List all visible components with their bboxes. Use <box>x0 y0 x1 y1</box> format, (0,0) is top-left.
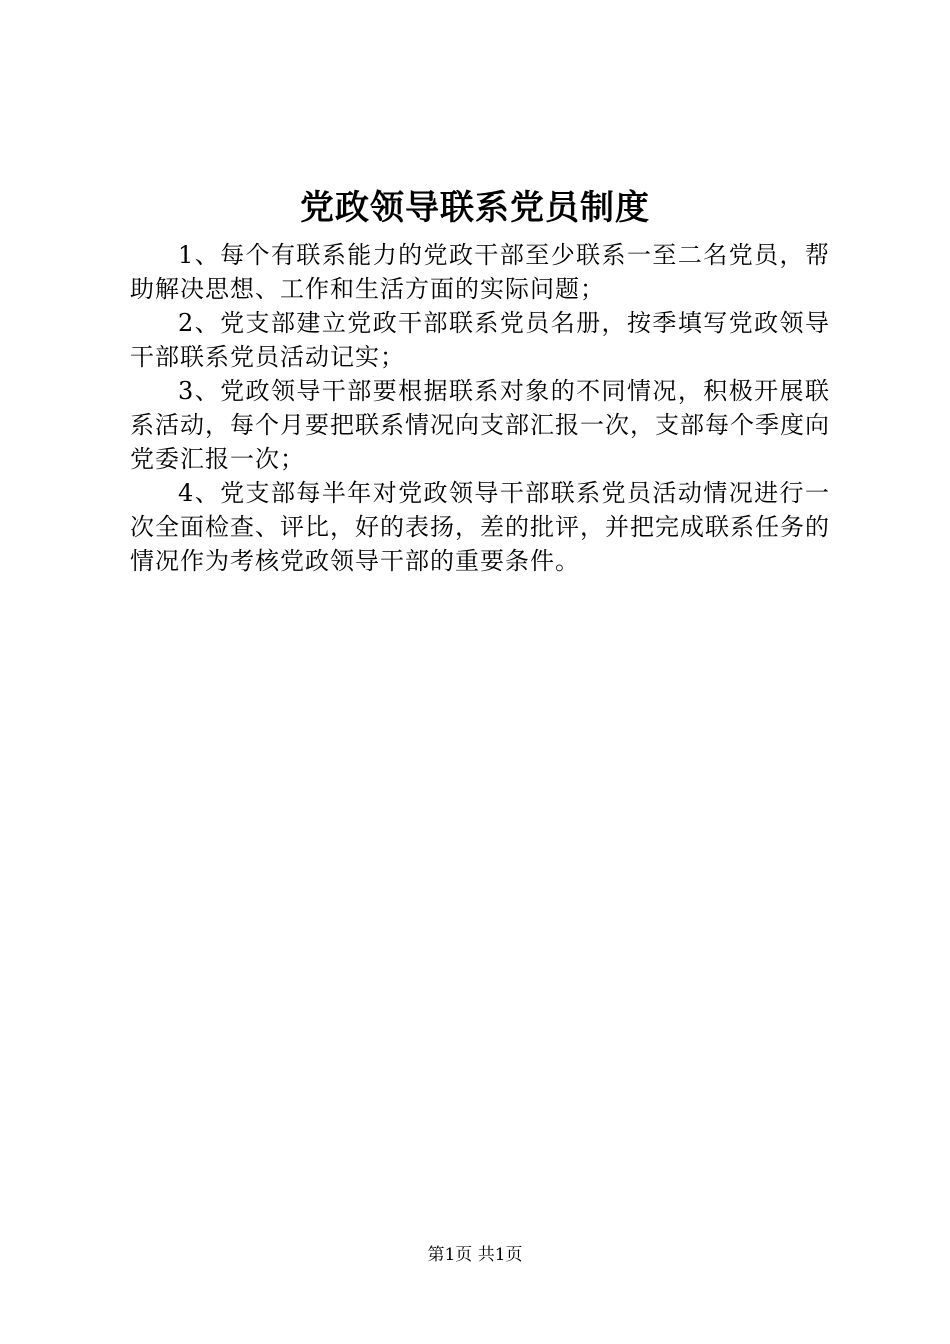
document-body <box>130 238 830 578</box>
paragraph-1: 1、每个有联系能力的党政干部至少联系一至二名党员，帮助解决思想、工作和生活方面的实际问题； <box>130 241 830 303</box>
page-number-footer: 第1页 共1页 <box>427 1245 523 1265</box>
paragraph-3: 3、党政领导干部要根据联系对象的不同情况，积极开展联系活动，每个月要把联系情况向支部汇报一次，支部每个季度向党委汇报一次； <box>130 377 830 473</box>
paragraph-2: 2、党支部建立党政干部联系党员名册，按季填写党政领导干部联系党员活动记实； <box>130 309 830 371</box>
paragraph-4: 4、党支部每半年对党政领导干部联系党员活动情况进行一次全面检查、评比，好的表扬，差的批评，并把完成联系任务的情况作为考核党政领导干部的重要条件。 <box>130 479 830 575</box>
document-title: 党政领导联系党员制度 <box>300 188 650 228</box>
